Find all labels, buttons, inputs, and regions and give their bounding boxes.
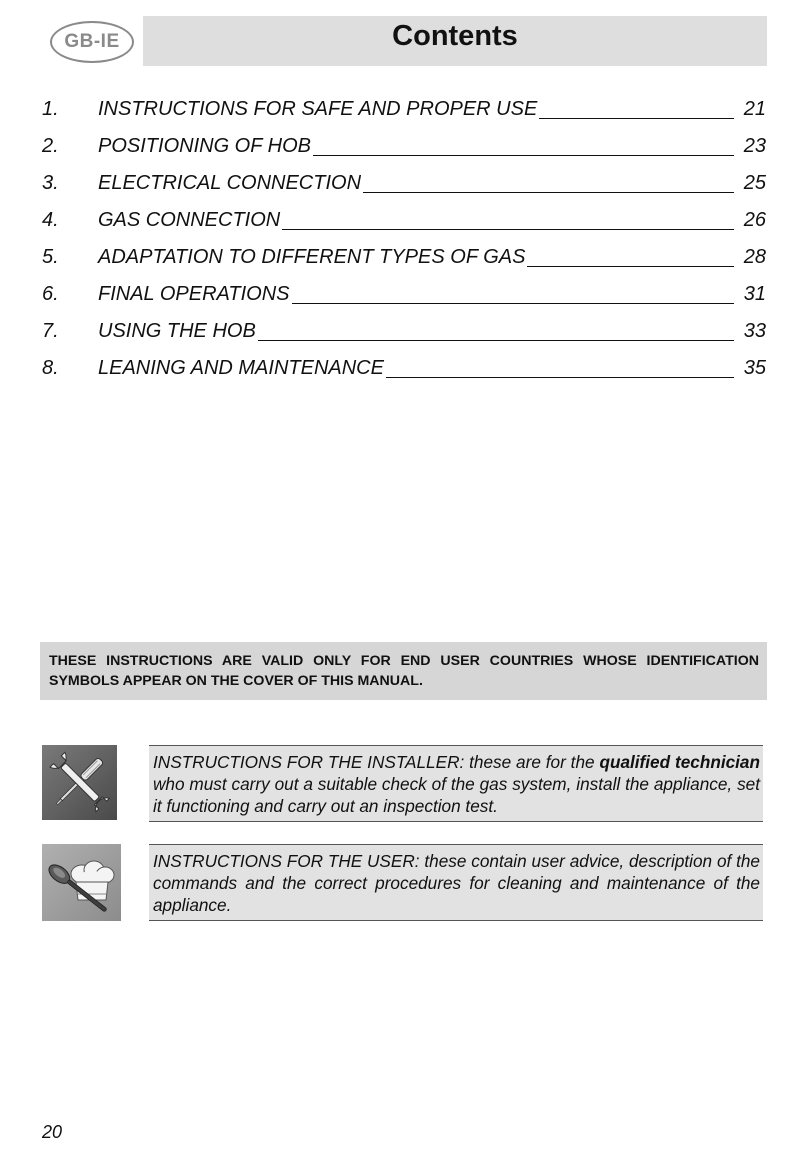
toc-number: 1. [42,98,59,120]
toc-number: 8. [42,357,59,379]
toc-number: 2. [42,135,59,157]
toc-row[interactable] [42,172,766,209]
toc-leader [539,118,734,119]
toc-leader [363,192,734,193]
toc-title: USING THE HOB [98,320,256,342]
toc-number: 3. [42,172,59,194]
toc-row[interactable] [42,98,766,135]
toc-title: LEANING AND MAINTENANCE [98,357,384,379]
toc-row[interactable] [42,320,766,357]
toc-leader [258,340,734,341]
language-badge-label: GB-IE [64,31,120,52]
toc-title: GAS CONNECTION [98,209,281,231]
toc-row[interactable] [42,209,766,246]
installer-text-end: who must carry out a suitable check of the gas system, install the appliance, set it functioning and carry out an inspection test. [153,774,760,816]
toc-title: FINAL OPERATIONS [98,283,290,305]
toc-row[interactable] [42,135,766,172]
user-instructions: INSTRUCTIONS FOR THE USER: these contain user advice, description of the commands and the correct procedures for cleaning and maintenance of the appliance. [149,844,763,921]
wrench-screwdriver-icon [42,745,117,820]
toc-leader [282,229,734,230]
installer-text-start: INSTRUCTIONS FOR THE INSTALLER: these are for the [153,752,600,772]
toc-page: 25 [743,172,766,194]
toc-row[interactable] [42,246,766,283]
toc-number: 7. [42,320,59,342]
toc-leader [313,155,734,156]
toc-title: INSTRUCTIONS FOR SAFE AND PROPER USE [98,98,538,120]
validity-notice: THESE INSTRUCTIONS ARE VALID ONLY FOR END USER COUNTRIES WHOSE IDENTIFICATION SYMBOLS APPEAR ON THE COVER OF THIS MANUAL. [40,642,767,700]
toc-title: POSITIONING OF HOB [98,135,311,157]
toc-row[interactable] [42,357,766,394]
toc-page: 21 [743,98,766,120]
toc-page: 23 [743,135,766,157]
toc-row[interactable] [42,283,766,320]
spoon-chef-hat-icon [42,844,121,921]
toc-leader [386,377,734,378]
toc-number: 4. [42,209,59,231]
toc-number: 6. [42,283,59,305]
toc-leader [527,266,734,267]
toc-page: 28 [743,246,766,268]
page-title: Contents [392,20,518,52]
toc-page: 33 [743,320,766,342]
installer-text-bold: qualified technician [599,752,760,772]
toc-number: 5. [42,246,59,268]
page-number: 20 [42,1122,63,1142]
toc-title: ELECTRICAL CONNECTION [98,172,362,194]
toc-page: 35 [743,357,766,379]
toc-leader [292,303,734,304]
toc-page: 31 [743,283,766,305]
language-badge [50,21,134,63]
table-of-contents [42,98,766,394]
toc-page: 26 [743,209,766,231]
installer-instructions [149,745,763,822]
toc-title: ADAPTATION TO DIFFERENT TYPES OF GAS [98,246,526,268]
